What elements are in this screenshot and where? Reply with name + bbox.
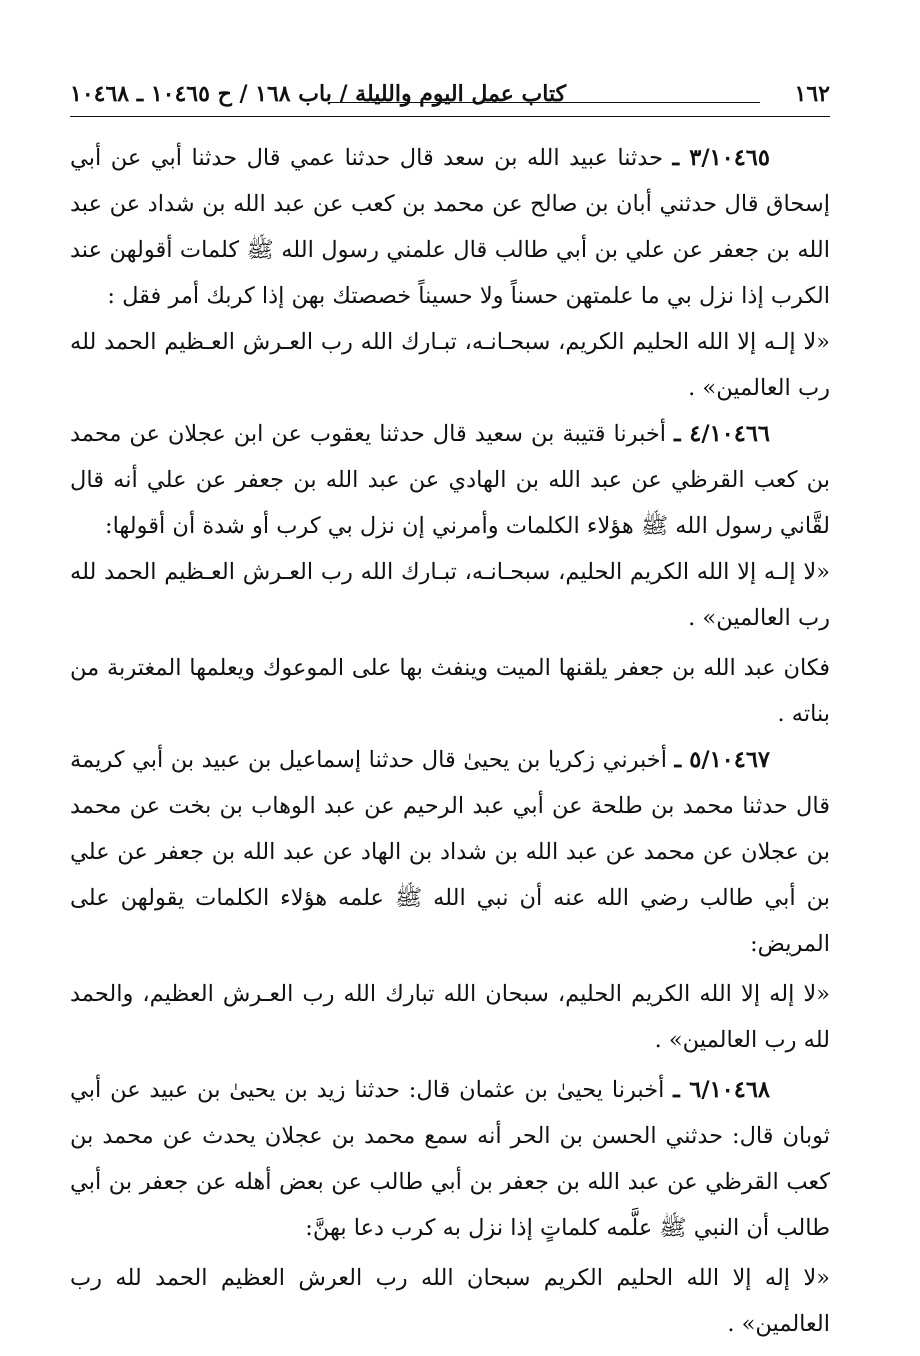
hadith-entry xyxy=(70,1067,830,1251)
page-body xyxy=(70,135,830,1347)
page-header xyxy=(70,72,830,117)
hadith-quote: «لا إلـه إلا الله الكريم الحليم، سبحـانـه، تبـارك الله رب العـرش العـظيم الحمد لله رب العالمين» . xyxy=(70,559,830,631)
hadith-quote: «لا إله إلا الله الكريم الحليم، سبحان الله تبارك الله رب العـرش العظيم، والحمد لله رب العالمين» . xyxy=(70,981,830,1053)
hadith-note: فكان عبد الله بن جعفر يلقنها الميت وينفث بها على الموعوك ويعلمها المغتربة من بناته . xyxy=(70,655,830,727)
hadith-number: ٣/١٠٤٦٥ ـ xyxy=(672,145,770,171)
hadith-quote: «لا إلـه إلا الله الحليم الكريم، سبحـانـه، تبـارك الله رب العـرش العـظيم الحمد لله رب العالمين» . xyxy=(70,329,830,401)
hadith-entry xyxy=(70,135,830,319)
hadith-number: ٤/١٠٤٦٦ ـ xyxy=(674,421,770,447)
hadith-text: أخبرني زكريا بن يحيىٰ قال حدثنا إسماعيل بن عبيد بن أبي كريمة قال حدثنا محمد بن طلحة عن أبي عبد الرحيم عن عبد الوهاب بن بخت عن محمد بن عجلان عن محمد عن عبد الله بن شداد بن الهاد عن عبد الله بن جعفر عن علي بن أبي طالب رضي الله عنه أن نبي الله ﷺ علمه هؤلاء الكلمات يقولهن على المريض: xyxy=(70,747,830,957)
running-head: كتاب عمل اليوم والليلة / باب ١٦٨ / ح ١٠٤٦٥ ـ ١٠٤٦٨ xyxy=(70,81,567,107)
hadith-entry xyxy=(70,411,830,549)
hadith-number: ٥/١٠٤٦٧ ـ xyxy=(674,747,770,773)
page-number: ١٦٢ xyxy=(794,81,830,107)
hadith-quote: «لا إله إلا الله الحليم الكريم سبحان الله رب العرش العظيم الحمد لله رب العالمين» . xyxy=(70,1265,830,1337)
hadith-text: أخبرنا قتيبة بن سعيد قال حدثنا يعقوب عن ابن عجلان عن محمد بن كعب القرظي عن عبد الله بن الهادي عن عبد الله بن جعفر عن علي أنه قال لقَّاني رسول الله ﷺ هؤلاء الكلمات وأمرني إن نزل بي كرب أو شدة أن أقولها: xyxy=(70,421,830,539)
hadith-number: ٦/١٠٤٦٨ ـ xyxy=(673,1077,770,1103)
hadith-text: أخبرنا يحيىٰ بن عثمان قال: حدثنا زيد بن يحيىٰ بن عبيد عن أبي ثوبان قال: حدثني الحسن بن الحر أنه سمع محمد بن عجلان يحدث عن محمد بن كعب القرظي عن عبد الله بن جعفر بن أبي طالب عن بعض أهله عن جعفر بن أبي طالب أن النبي ﷺ علَّمه كلماتٍ إذا نزل به كرب دعا بهنَّ: xyxy=(70,1077,830,1241)
hadith-entry xyxy=(70,737,830,967)
book-page xyxy=(70,72,830,1347)
hadith-text: حدثنا عبيد الله بن سعد قال حدثنا عمي قال حدثنا أبي عن أبي إسحاق قال حدثني أبان بن صالح عن محمد بن كعب عن عبد الله بن شداد عن عبد الله بن جعفر عن علي بن أبي طالب قال علمني رسول الله ﷺ كلمات أقولهن عند الكرب إذا نزل بي ما علمتهن حسناً ولا حسيناً خصصتك بهن إذا كربك أمر فقل : xyxy=(70,145,830,309)
